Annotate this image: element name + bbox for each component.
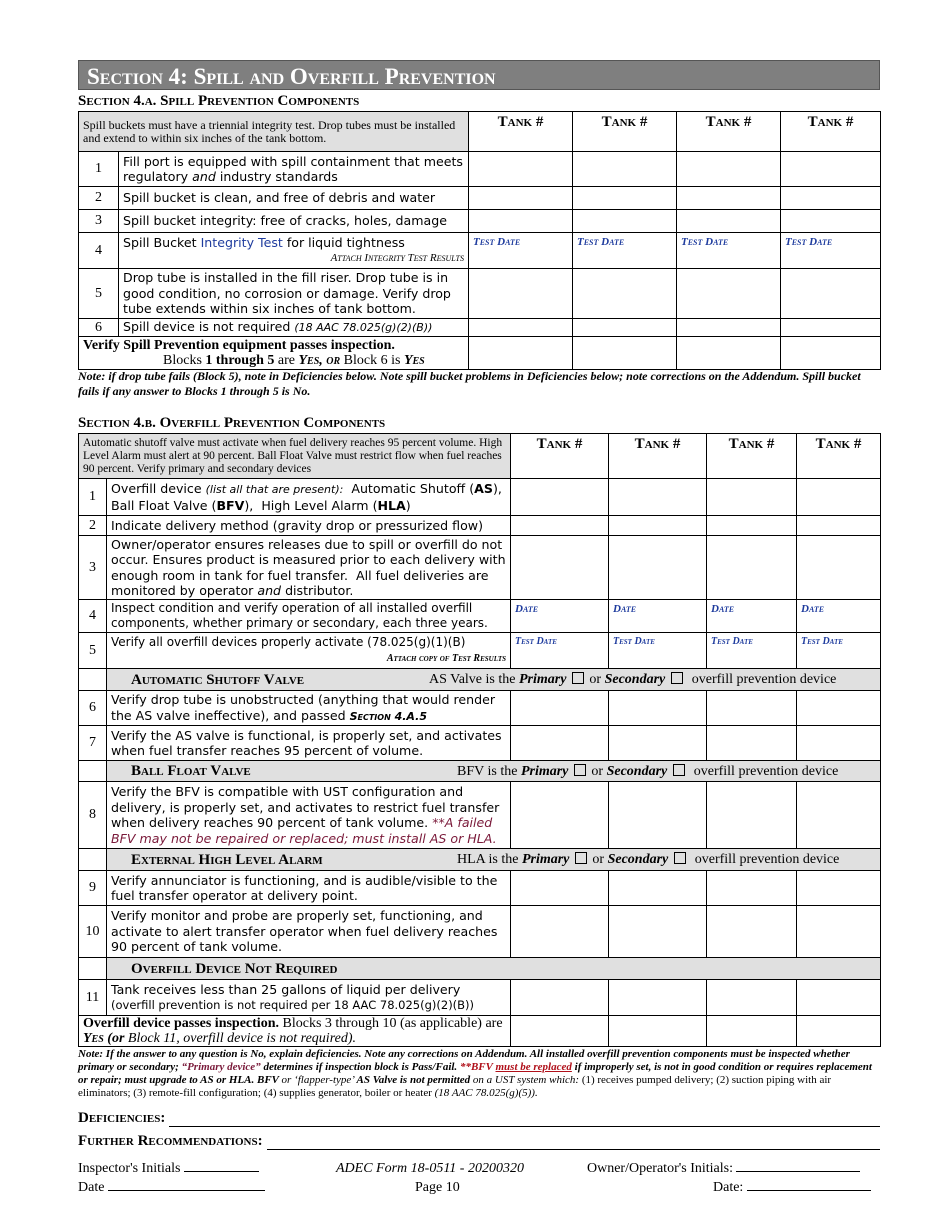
- row-number: 3: [79, 536, 107, 600]
- row-number: 2: [79, 516, 107, 536]
- row-number: 5: [79, 269, 119, 319]
- test-date-cell[interactable]: Test Date: [609, 633, 707, 669]
- answer-cell[interactable]: [609, 906, 707, 958]
- note-text: (1) receives pumped delivery; (2) suction piping with air eliminators; (3) remote-fill configuration; (4) supplies generator, boiler or heater: [78, 1074, 832, 1099]
- answer-cell[interactable]: [511, 516, 609, 536]
- spill-item-2: Spill bucket is clean, and free of debris and water: [119, 187, 469, 210]
- answer-cell[interactable]: [469, 337, 573, 370]
- verify-text: 1 through 5: [205, 353, 275, 368]
- answer-cell[interactable]: [707, 479, 797, 516]
- bfv-warning: **A failed BFV may not be repaired or replaced; must install AS or HLA.: [111, 815, 497, 846]
- answer-cell[interactable]: [469, 210, 573, 233]
- prefix-text: BFV is the: [457, 764, 518, 779]
- answer-cell[interactable]: [511, 782, 609, 849]
- answer-cell[interactable]: [797, 871, 881, 906]
- verify-text: Yes: [83, 1031, 104, 1046]
- note-text: (18 AAC 78.025(g)(5)).: [434, 1087, 538, 1099]
- answer-cell[interactable]: [609, 691, 707, 726]
- row-number: 8: [79, 782, 107, 849]
- answer-cell[interactable]: [511, 536, 609, 600]
- date-cell[interactable]: Date: [609, 600, 707, 633]
- overfill-item-9: Verify annunciator is functioning, and is audible/visible to the fuel transfer operator at delivery point.: [107, 871, 511, 906]
- tank-header: Tank #: [677, 112, 781, 152]
- section-4b-heading: Section 4.b. Overfill Prevention Components: [78, 415, 386, 431]
- spill-item-6-text: Spill device is not required: [123, 319, 295, 335]
- attach-copy-note: Attach copy of Test Results: [386, 652, 507, 664]
- answer-cell[interactable]: [797, 536, 881, 600]
- verify-text: Blocks 3 through 10 (as applicable) are: [279, 1016, 503, 1031]
- prefix-text: HLA is the: [457, 852, 519, 867]
- answer-cell[interactable]: [707, 691, 797, 726]
- tank-header: Tank #: [797, 434, 881, 479]
- row-number: 1: [79, 479, 107, 516]
- answer-cell[interactable]: [573, 152, 677, 187]
- overfill-verify-row: [79, 1016, 511, 1047]
- row-number: 11: [79, 980, 107, 1016]
- primary-checkbox[interactable]: [575, 852, 587, 864]
- deficiencies-line[interactable]: [169, 1110, 880, 1127]
- answer-cell[interactable]: [677, 269, 781, 319]
- blank-cell: [79, 958, 107, 980]
- answer-cell[interactable]: [609, 516, 707, 536]
- test-date-cell[interactable]: Test Date: [797, 633, 881, 669]
- answer-cell[interactable]: [511, 479, 609, 516]
- answer-cell[interactable]: [609, 871, 707, 906]
- answer-cell[interactable]: [609, 536, 707, 600]
- overfill-item-1: Overfill device (list all that are present): Automatic Shutoff (AS), Ball Float Valve (BFV), High Level Alarm (HLA): [107, 479, 511, 516]
- answer-cell[interactable]: [677, 187, 781, 210]
- answer-cell[interactable]: [797, 906, 881, 958]
- note-text: Note: If the answer to any question is No, explain deficiencies. Note any corrections on Addendum. All installed overfill prevention components must be inspected whether primary or secondary;: [78, 1048, 850, 1073]
- deficiencies-row: [78, 1110, 880, 1127]
- tank-header: Tank #: [781, 112, 881, 152]
- verify-text: Blocks: [163, 353, 206, 368]
- row-number: 2: [79, 187, 119, 210]
- inspector-initials-line[interactable]: [184, 1171, 259, 1172]
- secondary-text: Secondary: [604, 672, 666, 687]
- overfill-item-6: Verify drop tube is unobstructed (anything that would render the AS valve ineffective), and passed Section 4.A.5: [107, 691, 511, 726]
- spill-item-5: Drop tube is installed in the fill riser. Drop tube is in good condition, no corrosion or damage. Verify drop tube extends within six inches of tank bottom.: [119, 269, 469, 319]
- or-text: or: [591, 764, 604, 779]
- secondary-text: Secondary: [606, 764, 668, 779]
- answer-cell[interactable]: [707, 782, 797, 849]
- row-number: 10: [79, 906, 107, 958]
- overfill-item-2: Indicate delivery method (gravity drop or pressurized flow): [107, 516, 511, 536]
- bfv-primsec: [457, 764, 838, 780]
- answer-cell[interactable]: [677, 319, 781, 337]
- bfv-label: Ball Float Valve: [131, 763, 251, 779]
- answer-cell[interactable]: [781, 337, 881, 370]
- owner-initials-row: [587, 1161, 860, 1177]
- answer-cell[interactable]: [469, 152, 573, 187]
- answer-cell[interactable]: [469, 187, 573, 210]
- answer-cell[interactable]: [609, 479, 707, 516]
- answer-cell[interactable]: [797, 782, 881, 849]
- overfill-item-5: [107, 633, 511, 669]
- date-cell[interactable]: Date: [511, 600, 609, 633]
- overfill-item-4: Inspect condition and verify operation of all installed overfill components, whether primary or secondary, each three years.: [107, 600, 511, 633]
- owner-initials-label: Owner/Operator's Initials:: [587, 1161, 733, 1176]
- spill-item-1: Fill port is equipped with spill containment that meets regulatory and industry standards: [119, 152, 469, 187]
- answer-cell[interactable]: [469, 319, 573, 337]
- answer-cell[interactable]: [781, 152, 881, 187]
- answer-cell[interactable]: [677, 337, 781, 370]
- verify-text: Yes: [403, 353, 425, 368]
- date-cell[interactable]: Date: [797, 600, 881, 633]
- answer-cell[interactable]: [797, 479, 881, 516]
- row-number: 1: [79, 152, 119, 187]
- overfill-item-8: [107, 782, 511, 849]
- primary-text: Primary: [520, 764, 569, 779]
- test-date-cell[interactable]: Test Date: [781, 233, 881, 269]
- note-text: if improperly set, is not in good condition or requires replacement or repair; must upgrade to AS or HLA. BFV: [78, 1061, 872, 1086]
- test-date-cell[interactable]: Test Date: [677, 233, 781, 269]
- answer-cell[interactable]: [609, 980, 707, 1016]
- note-text: on a UST system which:: [470, 1074, 582, 1086]
- test-date-cell[interactable]: Test Date: [707, 633, 797, 669]
- tank-header: Tank #: [469, 112, 573, 152]
- answer-cell[interactable]: [707, 906, 797, 958]
- tank-header: Tank #: [609, 434, 707, 479]
- deficiencies-label: Deficiencies:: [78, 1110, 166, 1126]
- test-date-cell[interactable]: Test Date: [573, 233, 677, 269]
- answer-cell[interactable]: [511, 871, 609, 906]
- primary-checkbox[interactable]: [574, 764, 586, 776]
- inspector-date-label: Date: [78, 1180, 105, 1195]
- note-text: “Primary device”: [181, 1061, 261, 1073]
- primary-checkbox[interactable]: [572, 672, 584, 684]
- overfill-item-10: Verify monitor and probe are properly set, functioning, and activate to alert transfer operator when fuel delivery reaches 90 percent of tank volume.: [107, 906, 511, 958]
- page-number: Page 10: [415, 1180, 460, 1195]
- tank-header: Tank #: [707, 434, 797, 479]
- blank-cell: [79, 761, 107, 782]
- bfv-subsection: [107, 761, 881, 782]
- spill-note: Note: if drop tube fails (Block 5), note in Deficiencies below. Note spill bucket problems in Deficiencies below; note corrections on the Addendum. Spill bucket fails if any answer to Blocks 1 through 5 is No.: [78, 369, 861, 398]
- spill-item-6: [119, 319, 469, 337]
- suffix-text: overfill prevention device: [691, 672, 837, 687]
- primary-text: Primary: [518, 672, 567, 687]
- note-text: **BFV: [459, 1061, 496, 1073]
- row-number: 7: [79, 726, 107, 761]
- none-subsection: [107, 958, 881, 980]
- spill-item-4-text-b: for liquid tightness: [282, 235, 405, 250]
- inspector-initials-row: [78, 1161, 259, 1177]
- answer-cell[interactable]: [677, 152, 781, 187]
- overfill-prevention-table: [78, 433, 881, 1047]
- inspector-date-row: [78, 1180, 265, 1196]
- spill-verify-title: Verify Spill Prevention equipment passes inspection.: [83, 338, 395, 353]
- spill-verify-blocks: [83, 353, 425, 368]
- integrity-test-link[interactable]: Integrity Test: [200, 235, 283, 250]
- prefix-text: AS Valve is the: [429, 672, 516, 687]
- as-label: Automatic Shutoff Valve: [131, 671, 305, 688]
- verify-text: are: [274, 353, 299, 368]
- verify-text: (or: [103, 1031, 128, 1046]
- answer-cell[interactable]: [573, 210, 677, 233]
- row-number: 4: [79, 600, 107, 633]
- overfill-item-11-cite: (overfill prevention is not required per 18 AAC 78.025(g)(2)(B)): [111, 998, 475, 1012]
- spill-prevention-table: [78, 111, 881, 370]
- row-number: 4: [79, 233, 119, 269]
- overfill-verify-title: Overfill device passes inspection.: [83, 1016, 279, 1031]
- answer-cell[interactable]: [707, 980, 797, 1016]
- or-text: or: [589, 672, 602, 687]
- answer-cell[interactable]: [511, 691, 609, 726]
- suffix-text: overfill prevention device: [694, 852, 840, 867]
- as-primsec: [429, 672, 836, 688]
- answer-cell[interactable]: [511, 980, 609, 1016]
- secondary-text: Secondary: [607, 852, 669, 867]
- answer-cell[interactable]: [609, 1016, 707, 1047]
- recommendations-label: Further Recommendations:: [78, 1133, 263, 1149]
- verify-text: Block 6 is: [340, 353, 404, 368]
- answer-cell[interactable]: [781, 319, 881, 337]
- secondary-checkbox[interactable]: [674, 852, 686, 864]
- recommendations-row: [78, 1133, 880, 1150]
- verify-text: Yes, or: [298, 353, 341, 368]
- answer-cell[interactable]: [469, 269, 573, 319]
- spill-verify-row: [79, 337, 469, 370]
- overfill-item-3: Owner/operator ensures releases due to spill or overfill do not occur. Ensures product is measured prior to each delivery with enough room in tank for fuel transfer. All fuel deliveries are monitored by operator and distributor.: [107, 536, 511, 600]
- secondary-checkbox[interactable]: [671, 672, 683, 684]
- or-text: or: [592, 852, 605, 867]
- row-number: 6: [79, 691, 107, 726]
- form-id: ADEC Form 18-0511 - 20200320: [336, 1161, 524, 1176]
- answer-cell[interactable]: [707, 726, 797, 761]
- answer-cell[interactable]: [609, 782, 707, 849]
- date-cell[interactable]: Date: [707, 600, 797, 633]
- owner-initials-line[interactable]: [736, 1171, 860, 1172]
- answer-cell[interactable]: [781, 210, 881, 233]
- answer-cell[interactable]: [797, 1016, 881, 1047]
- overfill-note: [78, 1048, 880, 1100]
- overfill-item-7: Verify the AS valve is functional, is properly set, and activates when fuel transfer reaches 95 percent of volume.: [107, 726, 511, 761]
- note-text: must be replaced: [495, 1061, 572, 1073]
- owner-date-line[interactable]: [747, 1190, 871, 1191]
- answer-cell[interactable]: [797, 726, 881, 761]
- overfill-item-5-text: Verify all overfill devices properly activate (78.025(g)(1)(B): [111, 635, 466, 649]
- blank-cell: [79, 669, 107, 691]
- inspector-date-line[interactable]: [108, 1190, 265, 1191]
- hla-primsec: [457, 852, 839, 868]
- answer-cell[interactable]: [573, 337, 677, 370]
- hla-subsection: [107, 849, 881, 871]
- answer-cell[interactable]: [781, 269, 881, 319]
- answer-cell[interactable]: [573, 269, 677, 319]
- primary-text: Primary: [521, 852, 570, 867]
- none-label: Overfill Device Not Required: [131, 960, 338, 977]
- overfill-intro: Automatic shutoff valve must activate when fuel delivery reaches 95 percent volume. High Level Alarm must alert at 90 percent. Ball Float Valve must restrict flow when fuel reaches 90 percent. Verify primary and secondary devices: [79, 434, 511, 479]
- as-subsection: [107, 669, 881, 691]
- answer-cell[interactable]: [707, 536, 797, 600]
- answer-cell[interactable]: [781, 187, 881, 210]
- overfill-item-11-text: Tank receives less than 25 gallons of liquid per delivery: [111, 981, 461, 997]
- answer-cell[interactable]: [511, 726, 609, 761]
- spill-item-4: [119, 233, 469, 269]
- overfill-item-8-text: Verify the BFV is compatible with UST configuration and delivery, is properly set, and activates to restrict fuel transfer when delivery reaches 90 percent of tank volume.: [111, 784, 500, 830]
- answer-cell[interactable]: [573, 187, 677, 210]
- verify-text: Block 11, overfill device is not required).: [127, 1031, 356, 1046]
- answer-cell[interactable]: [609, 726, 707, 761]
- spill-item-4-text-a: Spill Bucket: [123, 235, 201, 250]
- spill-item-6-cite: (18 AAC 78.025(g)(2)(B)): [294, 321, 433, 335]
- test-date-cell[interactable]: Test Date: [511, 633, 609, 669]
- row-number: 9: [79, 871, 107, 906]
- note-text: AS Valve is not permitted: [356, 1074, 471, 1086]
- secondary-checkbox[interactable]: [673, 764, 685, 776]
- answer-cell[interactable]: [707, 516, 797, 536]
- answer-cell[interactable]: [707, 871, 797, 906]
- hla-label: External High Level Alarm: [131, 851, 323, 868]
- spill-intro: Spill buckets must have a triennial integrity test. Drop tubes must be installed and extend to within six inches of the tank bottom.: [79, 112, 469, 152]
- overfill-item-11: [107, 980, 511, 1016]
- owner-date-row: [713, 1180, 871, 1196]
- answer-cell[interactable]: [797, 980, 881, 1016]
- answer-cell[interactable]: [797, 691, 881, 726]
- answer-cell[interactable]: [573, 319, 677, 337]
- blank-cell: [79, 849, 107, 871]
- answer-cell[interactable]: [511, 906, 609, 958]
- answer-cell[interactable]: [707, 1016, 797, 1047]
- row-number: 5: [79, 633, 107, 669]
- tank-header: Tank #: [511, 434, 609, 479]
- row-number: 6: [79, 319, 119, 337]
- attach-results-note: Attach Integrity Test Results: [330, 251, 464, 264]
- row-number: 3: [79, 210, 119, 233]
- tank-header: Tank #: [573, 112, 677, 152]
- answer-cell[interactable]: [677, 210, 781, 233]
- section-title: Section 4: Spill and Overfill Prevention: [78, 60, 880, 90]
- section-4a-heading: Section 4.a. Spill Prevention Components: [78, 93, 360, 109]
- suffix-text: overfill prevention device: [693, 764, 839, 779]
- note-text: or ‘flapper-type’: [281, 1074, 357, 1086]
- test-date-cell[interactable]: Test Date: [469, 233, 573, 269]
- answer-cell[interactable]: [797, 516, 881, 536]
- note-text: determines if inspection block is Pass/Fail.: [260, 1061, 460, 1073]
- spill-item-3: Spill bucket integrity: free of cracks, holes, damage: [119, 210, 469, 233]
- inspector-initials-label: Inspector's Initials: [78, 1161, 181, 1176]
- recommendations-line[interactable]: [267, 1133, 880, 1150]
- answer-cell[interactable]: [511, 1016, 609, 1047]
- owner-date-label: Date:: [713, 1180, 744, 1195]
